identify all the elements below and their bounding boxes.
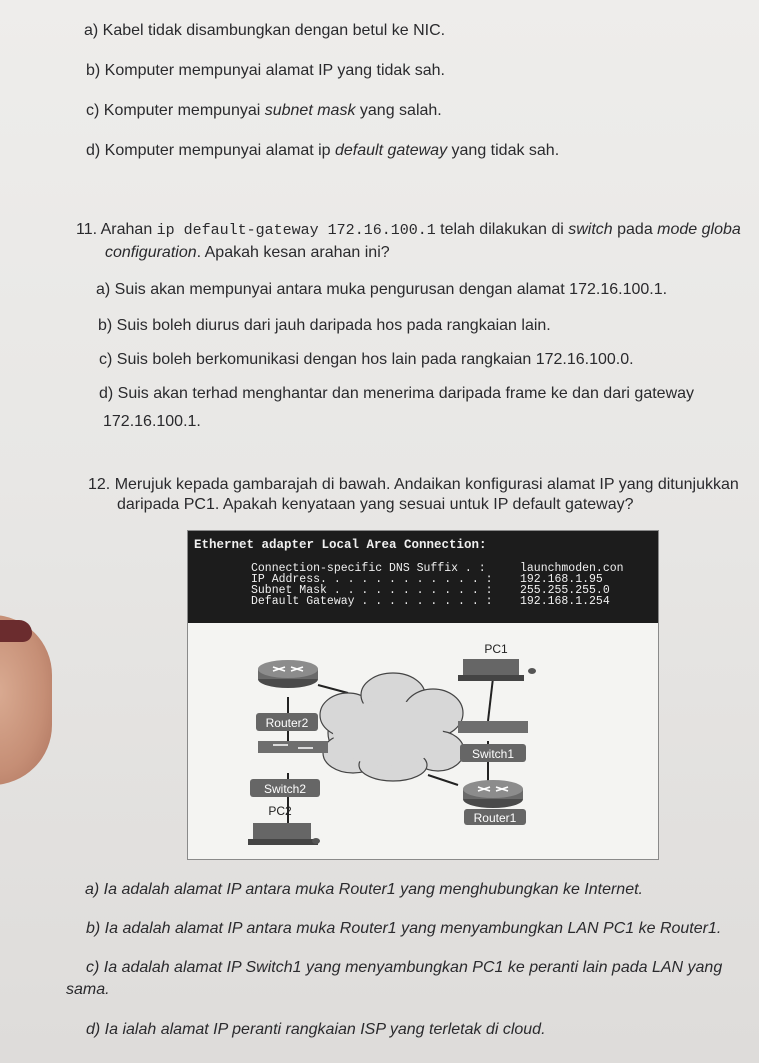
link-router1-cloud <box>428 775 458 785</box>
q12-question-line2: daripada PC1. Apakah kenyataan yang sesuai untuk IP default gateway? <box>117 496 634 513</box>
q12-option-c-line1: c) Ia adalah alamat IP Switch1 yang menyambungkan PC1 ke peranti lain pada LAN yang <box>86 959 723 976</box>
q10-option-a: a) Kabel tidak disambungkan dengan betul ke NIC. <box>84 22 446 39</box>
pc1-label: PC1 <box>484 642 508 656</box>
router2-label: Router2 <box>265 716 309 730</box>
switch2-label: Switch2 <box>263 782 307 796</box>
router2-icon <box>258 660 318 688</box>
pc2-label: PC2 <box>268 804 292 818</box>
router1-icon <box>463 780 523 808</box>
cli-value-gateway: 192.168.1.254 <box>520 595 610 608</box>
q11-option-d-line2: 172.16.100.1. <box>103 413 201 430</box>
fingernail-photo-artifact <box>0 620 32 642</box>
cli-value-mask: 255.255.255.0 <box>520 584 610 597</box>
ipconfig-output <box>188 531 658 623</box>
q10-option-c: c) Komputer mempunyai subnet mask yang salah. <box>86 102 442 119</box>
q12-question-line1: 12. Merujuk kepada gambarajah di bawah. Andaikan konfigurasi alamat IP yang ditunjukkan <box>88 476 739 493</box>
q12-option-b: b) Ia adalah alamat IP antara muka Router1 yang menyambungkan LAN PC1 ke Router1. <box>86 920 722 937</box>
cli-label-ip: IP Address. . . . . . . . . . . . : <box>251 573 493 586</box>
q12-option-c-line2: sama. <box>66 981 110 998</box>
q11-option-d-line1: d) Suis akan terhad menghantar dan menerima daripada frame ke dan dari gateway <box>99 385 695 402</box>
network-diagram <box>187 530 659 860</box>
q10-option-b: b) Komputer mempunyai alamat IP yang tidak sah. <box>86 62 445 79</box>
q11-question-line2: configuration. Apakah kesan arahan ini? <box>105 244 390 261</box>
cli-header: Ethernet adapter Local Area Connection: <box>194 538 487 552</box>
cli-label-gateway: Default Gateway . . . . . . . . . : <box>251 595 493 608</box>
cli-label-mask: Subnet Mask . . . . . . . . . . . : <box>251 584 493 597</box>
q12-option-d: d) Ia ialah alamat IP peranti rangkaian ISP yang terletak di cloud. <box>86 1021 546 1038</box>
pc1-icon <box>458 659 536 681</box>
q11-question-line1: 11. Arahan ip default-gateway 172.16.100.1 telah dilakukan di switch pada mode globa <box>76 221 741 239</box>
switch1-icon <box>458 721 528 733</box>
cli-value-ip: 192.168.1.95 <box>520 573 603 586</box>
topology-graphic <box>188 623 658 859</box>
q11-option-c: c) Suis boleh berkomunikasi dengan hos lain pada rangkaian 172.16.100.0. <box>99 351 634 368</box>
cli-label-dns: Connection-specific DNS Suffix . : <box>251 562 486 575</box>
switch1-label: Switch1 <box>471 747 515 761</box>
q10-option-d: d) Komputer mempunyai alamat ip default gateway yang tidak sah. <box>86 142 560 159</box>
q12-option-a: a) Ia adalah alamat IP antara muka Router1 yang menghubungkan ke Internet. <box>85 881 643 898</box>
q11-option-a: a) Suis akan mempunyai antara muka pengurusan dengan alamat 172.16.100.1. <box>96 281 668 298</box>
switch2-icon <box>258 741 328 753</box>
link-router2-cloud <box>318 685 348 693</box>
pc2-icon <box>248 823 320 845</box>
router1-label: Router1 <box>473 811 517 825</box>
q11-option-b: b) Suis boleh diurus dari jauh daripada hos pada rangkaian lain. <box>98 317 551 334</box>
cli-value-dns: launchmoden.con <box>520 562 624 575</box>
link-pc1-switch1 <box>488 678 493 721</box>
